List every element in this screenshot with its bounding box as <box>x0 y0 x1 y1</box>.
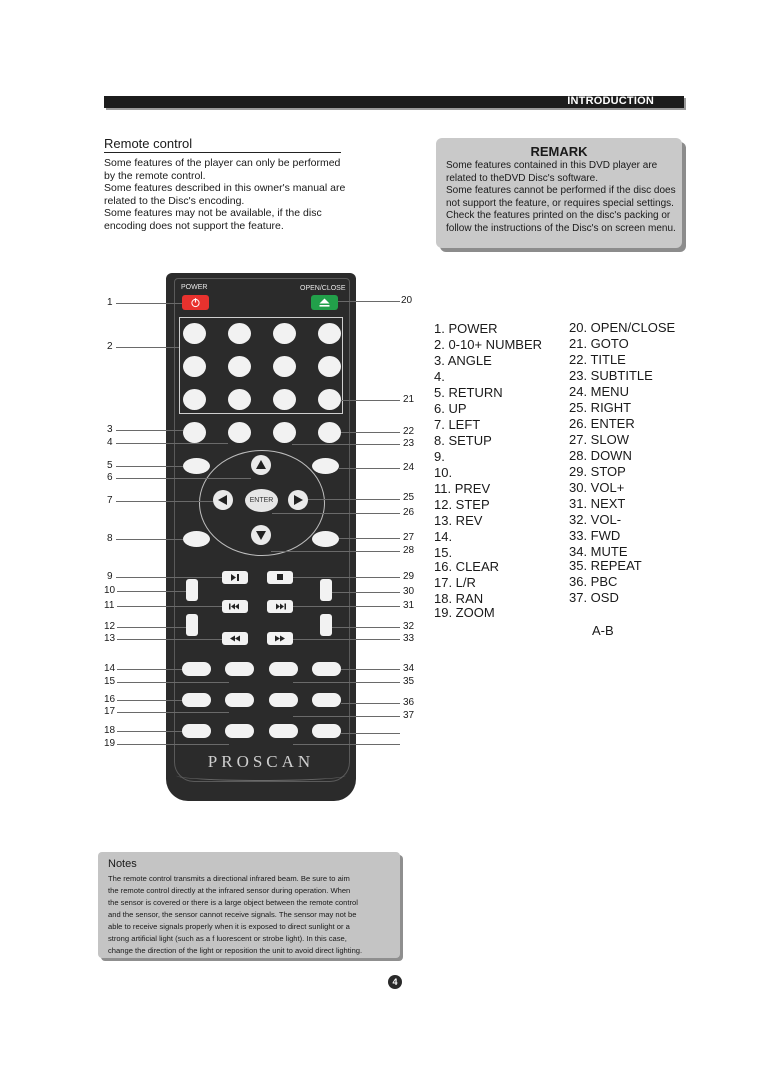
function-list-item: 36. PBC <box>569 574 618 589</box>
stop-icon <box>267 571 293 584</box>
callout-number: 7 <box>107 495 113 506</box>
callout-number: 2 <box>107 341 113 352</box>
function-list-item: 25. RIGHT <box>569 400 632 415</box>
callout-number: 33 <box>403 633 415 644</box>
callout-line <box>117 712 229 713</box>
callout-line <box>332 627 400 628</box>
function-button <box>225 662 254 676</box>
function-list-item: 1. POWER <box>434 321 498 336</box>
callout-number: 6 <box>107 472 113 483</box>
function-list-item: 27. SLOW <box>569 432 629 447</box>
callout-number: 26 <box>403 507 415 518</box>
function-list-item: 33. FWD <box>569 528 621 543</box>
number-button <box>273 356 296 377</box>
rev-button <box>222 632 248 645</box>
callout-line <box>341 733 400 734</box>
setup-button <box>183 531 210 547</box>
callout-line <box>308 499 400 500</box>
callout-line <box>339 468 400 469</box>
power-icon <box>182 295 209 310</box>
function-button <box>269 662 298 676</box>
callout-line <box>341 432 400 433</box>
rewind-icon <box>222 632 248 645</box>
remote-control-heading: Remote control <box>104 136 341 153</box>
callout-line <box>293 744 400 745</box>
function-list-item: 23. SUBTITLE <box>569 368 653 383</box>
function-list-item: 2. 0-10+ NUMBER <box>434 337 543 352</box>
callout-number: 10 <box>104 585 116 596</box>
callout-number: 27 <box>403 532 415 543</box>
callout-number: 23 <box>403 438 415 449</box>
callout-line <box>271 551 400 552</box>
callout-line <box>293 577 400 578</box>
notes-line: change the direction of the light or reposition the unit to avoid direct lighting. <box>108 946 363 955</box>
function-button <box>228 422 251 443</box>
number-button <box>228 389 251 410</box>
angle-button <box>183 422 206 443</box>
callout-number: 30 <box>403 586 415 597</box>
description-line: Some features of the player can only be performed <box>104 157 341 169</box>
callout-line <box>293 606 400 607</box>
remark-text <box>446 160 676 236</box>
callout-number: 21 <box>403 394 415 405</box>
title-button <box>273 422 296 443</box>
function-list-item: 24. MENU <box>569 384 629 399</box>
osd-button <box>312 693 341 707</box>
callout-line <box>116 577 222 578</box>
callout-line <box>332 592 400 593</box>
open-close-label: OPEN/CLOSE <box>300 285 346 292</box>
callout-number: 32 <box>403 621 415 632</box>
ran-button <box>182 724 211 738</box>
callout-line <box>117 682 229 683</box>
zoom-button <box>225 724 254 738</box>
function-list-item: 16. CLEAR <box>434 559 500 574</box>
fwd-button <box>267 632 293 645</box>
function-list-item: 9. <box>434 449 445 464</box>
arrow-down-icon <box>251 525 271 545</box>
section-header-bar <box>104 96 684 108</box>
brand-logo: PROSCAN <box>207 752 315 771</box>
callout-number: 13 <box>104 633 116 644</box>
callout-number: 34 <box>403 663 415 674</box>
stop-button <box>267 571 293 584</box>
down-button <box>251 525 271 545</box>
number-button <box>318 356 341 377</box>
callout-number: 4 <box>107 437 113 448</box>
function-list-item: 17. L/R <box>434 575 476 590</box>
callout-line <box>116 303 182 304</box>
callout-line <box>272 513 400 514</box>
callout-line <box>116 478 251 479</box>
function-list-item: 6. UP <box>434 401 467 416</box>
callout-line <box>117 639 222 640</box>
play-pause-button <box>222 571 248 584</box>
function-list-item: 21. GOTO <box>569 336 629 351</box>
callout-line <box>117 700 182 701</box>
number-button <box>183 356 206 377</box>
callout-line <box>293 682 400 683</box>
function-list-item: 22. TITLE <box>569 352 626 367</box>
callout-number: 3 <box>107 424 113 435</box>
remark-line: not support the feature, or requires special settings. <box>446 197 674 209</box>
remark-title: REMARK <box>530 144 588 159</box>
arrow-right-icon <box>288 490 308 510</box>
function-list-item: 4. <box>434 369 445 384</box>
callout-number: 17 <box>104 706 116 717</box>
function-list-item: 14. <box>434 529 453 544</box>
function-list-item: 34. MUTE <box>569 544 628 559</box>
callout-line <box>293 639 400 640</box>
number-button <box>273 323 296 344</box>
function-list-item: 28. DOWN <box>569 448 632 463</box>
number-button <box>318 323 341 344</box>
skip-forward-icon <box>267 600 293 613</box>
notes-box <box>98 852 400 958</box>
function-list-item: 13. REV <box>434 513 483 528</box>
callout-number: 14 <box>104 663 116 674</box>
callout-number: 20 <box>401 295 413 306</box>
notes-line: strong artificial light (such as a f luorescent or strobe light). In this case, <box>108 934 347 943</box>
number-button <box>273 389 296 410</box>
callout-number: 28 <box>403 545 415 556</box>
open-close-button <box>311 295 338 310</box>
callout-number: 22 <box>403 426 415 437</box>
function-list-item: 29. STOP <box>569 464 626 479</box>
callout-number: 11 <box>104 600 115 611</box>
vol-plus-button <box>320 579 332 601</box>
description-line: Some features described in this owner's manual are <box>104 182 346 195</box>
prev-button <box>222 600 248 613</box>
function-list-item: 35. REPEAT <box>569 558 642 573</box>
callout-line <box>117 627 186 628</box>
callout-number: 36 <box>403 697 415 708</box>
remark-line: related to theDVD Disc's software. <box>446 172 598 184</box>
callout-number: 9 <box>107 571 113 582</box>
function-list-item: 3. ANGLE <box>434 353 492 368</box>
number-button <box>183 323 206 344</box>
callout-number: 25 <box>403 492 415 503</box>
callout-line <box>293 716 400 717</box>
callout-number: 24 <box>403 462 415 473</box>
callout-number: 31 <box>403 600 415 611</box>
callout-line <box>339 538 400 539</box>
callout-line <box>117 669 182 670</box>
number-button <box>228 356 251 377</box>
callout-line <box>117 606 222 607</box>
remark-line: Check the features printed on the disc's packing or <box>446 210 671 222</box>
notes-line: and the sensor, the sensor cannot receive signals. The sensor may not be <box>108 910 357 919</box>
remark-line: follow the instructions of the Disc's on screen menu. <box>446 222 676 234</box>
next-button <box>267 600 293 613</box>
callout-number: 19 <box>104 738 116 749</box>
callout-line <box>292 444 400 445</box>
callout-line <box>116 466 183 467</box>
callout-number: 16 <box>104 694 116 705</box>
notes-line: the sensor is covered or there is a large object between the remote control <box>108 898 358 907</box>
enter-button: ENTER <box>245 489 278 512</box>
function-list-item: 8. SETUP <box>434 433 492 448</box>
callout-line <box>341 703 400 704</box>
function-list-item: 37. OSD <box>569 590 619 605</box>
return-button <box>183 458 210 474</box>
callout-number: 1 <box>107 297 113 308</box>
function-list-item: 18. RAN <box>434 591 484 606</box>
page-number: 4 <box>388 975 402 989</box>
callout-line <box>117 731 182 732</box>
callout-number: 29 <box>403 571 415 582</box>
function-button <box>182 662 211 676</box>
callout-line <box>117 744 229 745</box>
callout-line <box>116 501 213 502</box>
callout-line <box>116 539 183 540</box>
function-list-item: 11. PREV <box>434 481 491 496</box>
description-line: Some features may not be available, if the disc <box>104 207 322 220</box>
callout-number: 8 <box>107 533 113 544</box>
right-button <box>288 490 308 510</box>
callout-line <box>116 347 179 348</box>
callout-line <box>117 591 186 592</box>
callout-number: 18 <box>104 725 116 736</box>
number-button <box>228 323 251 344</box>
power-button <box>182 295 209 310</box>
subtitle-button <box>318 422 341 443</box>
section-title: INTRODUCTION <box>567 95 654 107</box>
function-list-item: 20. OPEN/CLOSE <box>569 320 676 335</box>
vol-minus-button <box>320 614 332 636</box>
fast-forward-icon <box>267 632 293 645</box>
left-button <box>213 490 233 510</box>
function-list-item: A-B <box>592 623 614 638</box>
pbc-button <box>269 693 298 707</box>
notes-line: The remote control transmits a directional infrared beam. Be sure to aim <box>108 874 350 883</box>
function-list-item: 12. STEP <box>434 497 490 512</box>
function-list-item: 32. VOL- <box>569 512 622 527</box>
callout-line <box>116 430 183 431</box>
description-line: related to the Disc's encoding. <box>104 194 245 207</box>
function-list-item: 10. <box>434 465 453 480</box>
notes-title: Notes <box>108 858 137 870</box>
slow-button <box>312 531 339 547</box>
brand-arc <box>176 770 346 781</box>
goto-button <box>318 389 341 410</box>
remark-box <box>436 138 682 248</box>
play-pause-icon <box>222 571 248 584</box>
ab-button <box>312 724 341 738</box>
remark-line: Some features cannot be performed if the disc does <box>446 185 676 197</box>
callout-line <box>341 400 400 401</box>
description-line: by the remote control. <box>104 169 206 182</box>
callout-number: 12 <box>104 621 116 632</box>
power-label: POWER <box>181 284 208 291</box>
step-button <box>186 579 198 601</box>
up-button <box>251 455 271 475</box>
eject-icon <box>311 295 338 310</box>
function-list-item: 5. RETURN <box>434 385 503 400</box>
function-list-item: 26. ENTER <box>569 416 635 431</box>
function-list-item: 19. ZOOM <box>434 605 495 620</box>
rev-side-button <box>186 614 198 636</box>
clear-button <box>182 693 211 707</box>
notes-text <box>108 873 362 957</box>
callout-number: 15 <box>104 676 116 687</box>
callout-number: 37 <box>403 710 415 721</box>
notes-line: able to receive signals properly when it is exposed to direct sunlight or a <box>108 922 350 931</box>
notes-line: the remote control directly at the infrared sensor during operation. When <box>108 886 351 895</box>
arrow-left-icon <box>213 490 233 510</box>
function-list-item: 30. VOL+ <box>569 480 625 495</box>
callout-number: 5 <box>107 460 113 471</box>
callout-line <box>116 443 228 444</box>
arrow-up-icon <box>251 455 271 475</box>
mute-button <box>312 662 341 676</box>
callout-number: 35 <box>403 676 415 687</box>
skip-back-icon <box>222 600 248 613</box>
callout-line <box>341 669 400 670</box>
function-list-item: 31. NEXT <box>569 496 626 511</box>
remote-control-description <box>104 157 354 233</box>
function-button <box>269 724 298 738</box>
menu-button <box>312 458 339 474</box>
lr-button <box>225 693 254 707</box>
remark-line: Some features contained in this DVD player are <box>446 160 658 171</box>
description-line: encoding does not support the feature. <box>104 219 284 232</box>
function-list-item: 15. <box>434 545 453 560</box>
function-list-item: 7. LEFT <box>434 417 481 432</box>
callout-line <box>338 301 400 302</box>
number-button <box>183 389 206 410</box>
